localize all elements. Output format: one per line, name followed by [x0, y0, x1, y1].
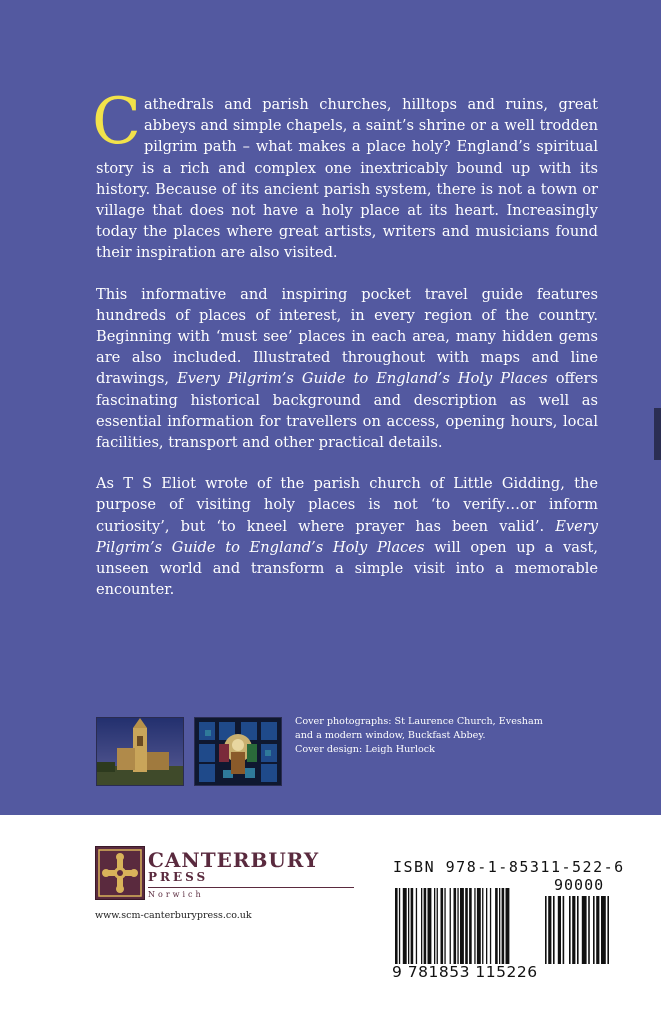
blurb-p3-text-a: As T S Eliot wrote of the parish church of Little Gidding, the purpose of visiting holy places is not ‘to verify…or inform curiosity’, but ‘to kneel where prayer has been valid’.: [96, 475, 598, 535]
isbn-text: ISBN 978-1-85311-522-6: [393, 858, 625, 876]
book-title-italic: Every Pilgrim’s Guide to England’s Holy Places: [96, 517, 598, 556]
blurb-p3-text-b: will open up a vast, unseen world and transform a simple visit into a memorable encounter.: [96, 538, 599, 599]
barcode-number: 9 781853 115226: [392, 963, 538, 981]
credits-line: Cover photographs: St Laurence Church, Evesham: [295, 716, 543, 727]
blurb-paragraph-2: [96, 284, 598, 454]
blurb-paragraph-1: [92, 85, 598, 264]
credits-line: Cover design: Leigh Hurlock: [295, 744, 435, 755]
blurb-text: [92, 85, 599, 620]
drop-cap: C: [92, 85, 141, 159]
publisher-divider: [148, 887, 354, 888]
book-title-italic: Every Pilgrim’s Guide to England’s Holy Places: [177, 370, 548, 388]
canterbury-cross-logo-icon: [95, 846, 145, 900]
blurb-p2-text-b: offers fascinating historical background and description as well as essential information for travellers on access, opening hours, local facilities, transport and other practical details.: [96, 370, 599, 452]
price-code: 90000: [554, 876, 605, 894]
publisher-url: www.scm-canterburypress.co.uk: [95, 910, 252, 921]
spine-edge: [654, 408, 661, 460]
cover-credits: [295, 715, 585, 757]
publisher-name: CANTERBURY: [148, 848, 320, 872]
credits-line: and a modern window, Buckfast Abbey.: [295, 730, 486, 741]
blurb-p1-text: athedrals and parish churches, hilltops and ruins, great abbeys and simple chapels, a saint’s shrine or a well trodden pilgrim path – what makes a place holy? England’s spiritual story is a rich and complex one inextricably bound up with its history. Because of its ancient parish system, there is not a town or village that does not have a holy place at its heart. Increasingly today the places where great artists, writers and musicians found their inspiration are also visited.: [96, 96, 598, 262]
blurb-p2-text-a: This informative and inspiring pocket travel guide features hundreds of places of interest, in every region of the country. Beginning with ‘must see’ places in each area, many hidden gems are also included. Illustrated throughout with maps and line drawings,: [96, 285, 598, 388]
publisher-press: PRESS: [148, 870, 209, 884]
publisher-city: Norwich: [148, 890, 204, 899]
stained-glass-photo-thumbnail: [194, 717, 282, 786]
church-photo-thumbnail: [96, 717, 184, 786]
blurb-paragraph-3: [96, 473, 598, 600]
barcode: [393, 878, 631, 964]
